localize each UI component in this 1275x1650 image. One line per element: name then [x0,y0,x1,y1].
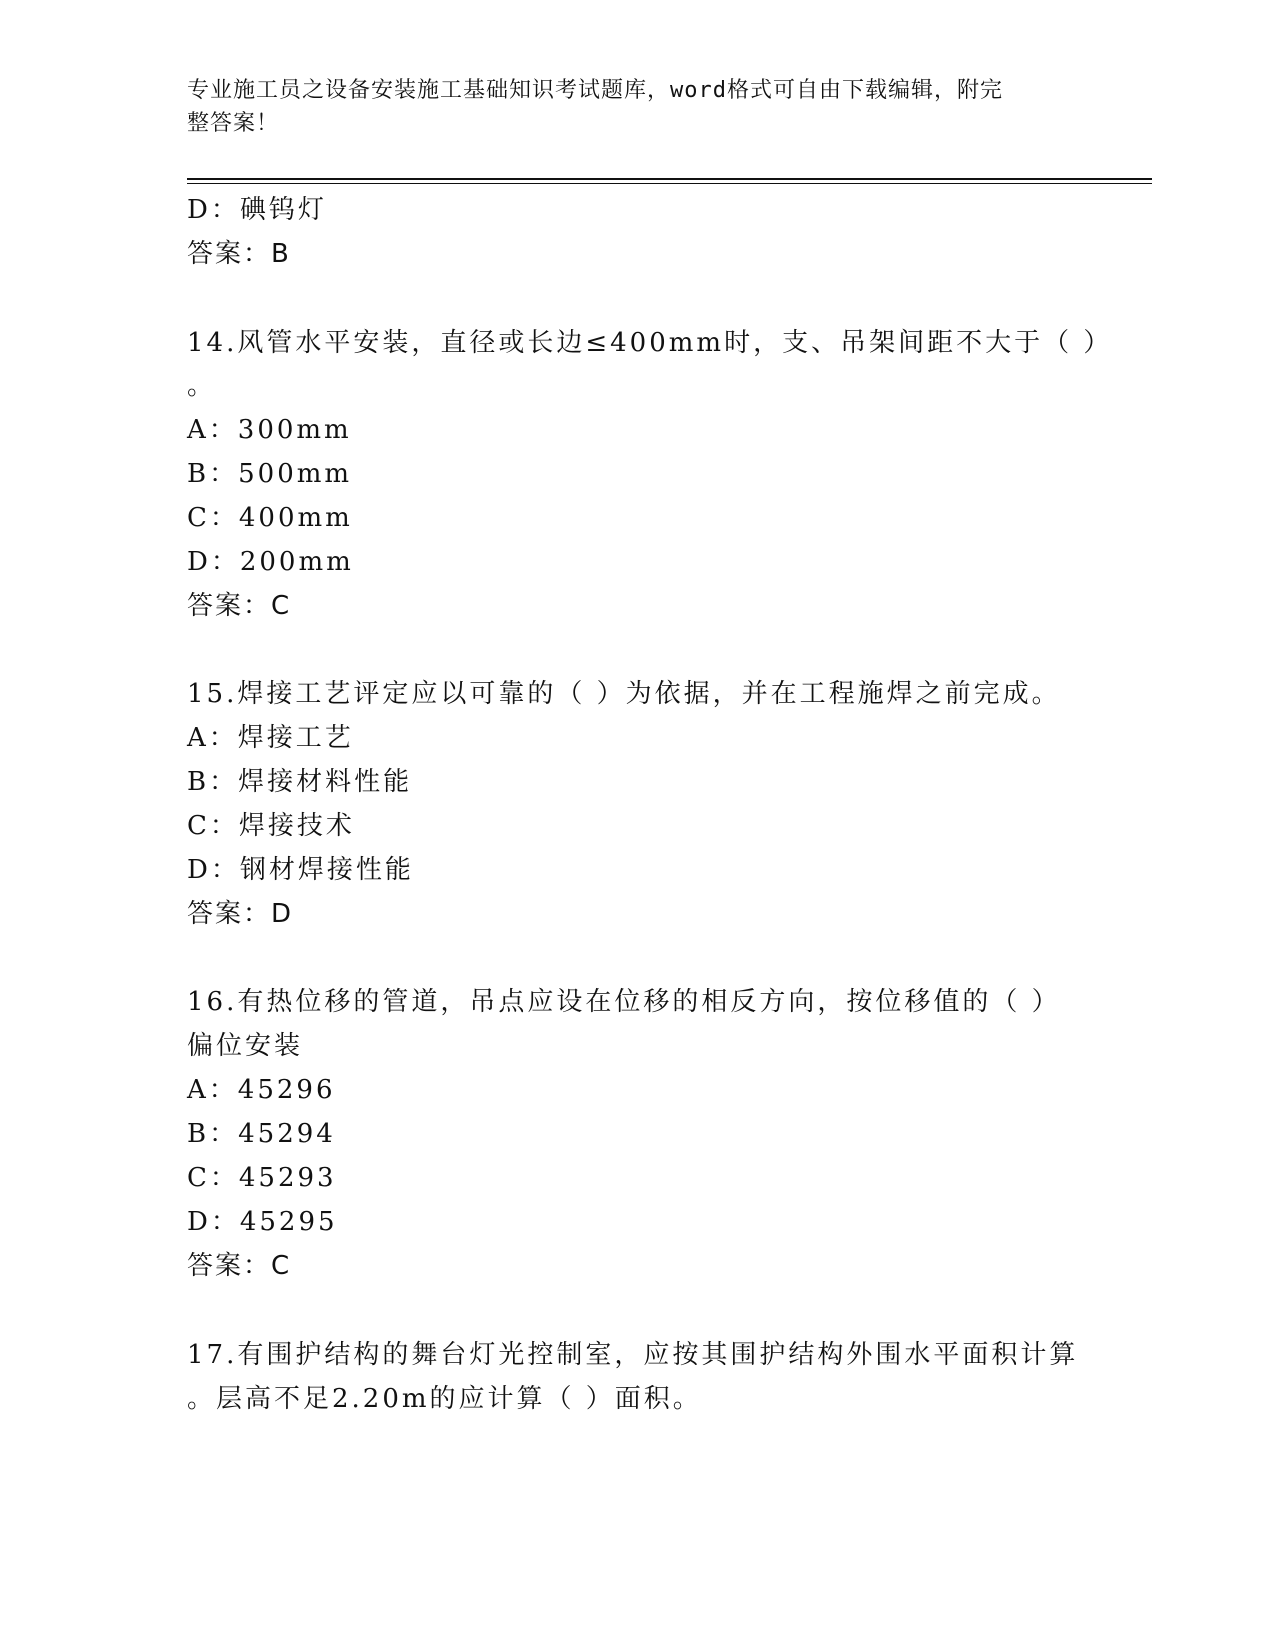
q14-answer: 答案：C [187,591,292,621]
header-line-1: 专业施工员之设备安装施工基础知识考试题库，word格式可自由下载编辑，附完 [187,78,1003,103]
q16-option-d: D：45295 [187,1207,338,1237]
q15-answer: 答案：D [187,899,294,929]
q16-option-c: C：45293 [187,1163,337,1193]
q15-stem: 15.焊接工艺评定应以可靠的（ ）为依据，并在工程施焊之前完成。 [187,679,1061,709]
q17-stem-line-2: 。层高不足2.20m的应计算（ ）面积。 [187,1384,702,1414]
q16-option-a: A：45296 [187,1075,336,1105]
q14-stem-line-1: 14.风管水平安装，直径或长边≤400mm时，支、吊架间距不大于（ ） [187,328,1113,358]
q17-stem-line-1: 17.有围护结构的舞台灯光控制室，应按其围护结构外围水平面积计算 [187,1340,1079,1370]
q13-answer: 答案：B [187,239,291,269]
q15-option-a: A：焊接工艺 [187,723,354,753]
q16-option-b: B：45294 [187,1119,336,1149]
q15-option-c: C：焊接技术 [187,811,355,841]
q14-option-d: D：200mm [187,547,354,577]
q14-option-b: B：500mm [187,459,353,489]
q13-option-d: D：碘钨灯 [187,195,327,225]
q15-option-b: B：焊接材料性能 [187,767,413,797]
q16-answer: 答案：C [187,1251,292,1281]
header-divider-thick [187,178,1152,180]
q14-option-a: A：300mm [187,415,352,445]
header-line-2: 整答案！ [187,111,280,136]
q15-option-d: D：钢材焊接性能 [187,855,414,885]
q16-stem-line-1: 16.有热位移的管道，吊点应设在位移的相反方向，按位移值的（ ） [187,987,1061,1017]
header-divider-thin [187,183,1152,184]
q16-stem-line-2: 偏位安装 [187,1031,304,1061]
q14-option-c: C：400mm [187,503,353,533]
document-header [187,74,1067,140]
q14-stem-line-2: 。 [187,371,217,401]
